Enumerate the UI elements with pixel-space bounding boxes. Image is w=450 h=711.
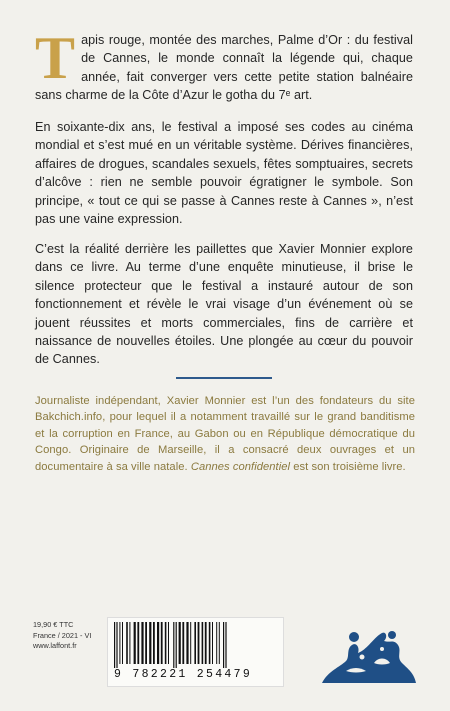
price-info	[33, 620, 105, 660]
author-bio-text: Journaliste indépendant, Xavier Monnier est l’un des fondateurs du site Bakchich.info, pour lequel il a notamment travaillé sur le grand banditisme et la corruption en France, au Gabon ou en République démocratique du Congo. Originaire de Marseille, il a consacré deux ouvrages et un documentaire à sa ville natale.	[35, 395, 415, 473]
drop-cap: T	[35, 25, 76, 91]
barcode-bars	[112, 622, 278, 668]
system-paragraph: En soixante-dix ans, le festival a imposé ses codes au cinéma mondial et s’est mué en un véritable système. Dérives financières, affaires de drogues, scandales sexuels, fêtes somptuaires, secrets d’alcôve : rien ne semble pouvoir égratigner le symbole. Son principe, « tout ce qui se passe à Cannes reste à Cannes », n’est pas une vaine expression.	[35, 120, 413, 227]
edition-code: France / 2021 - VI	[33, 630, 92, 640]
author-bio	[35, 393, 415, 475]
publisher-website: www.laffont.fr	[33, 641, 77, 650]
book-title: Cannes confidentiel	[190, 460, 291, 473]
section-divider	[176, 377, 272, 379]
author-bio-ending: est son troisième livre.	[290, 460, 406, 473]
intro-paragraph	[35, 25, 413, 105]
investigation-paragraph: C’est la réalité derrière les paillettes que Xavier Monnier explore dans ce livre. Au terme d’une enquête minutieuse, il brise le silence protecteur que le festival a instauré autour de son fonctionnement et révèle le vrai visage d’un événement où se jouent réussites et morts commerciales, fins de carrière et naissance de nouvelles étoiles. Une plongée au cœur du pouvoir de Cannes.	[35, 242, 413, 367]
isbn-digits: 9 782221 254479	[114, 668, 253, 681]
price: 19,90 € TTC	[33, 620, 74, 629]
intro-text: apis rouge, montée des marches, Palme d’Or : du festival de Cannes, le monde connaît la légende qui, chaque année, fait converger vers cette petite station balnéaire sans charme de la Côte d’Azur le gotha du 7ᵉ art.	[35, 33, 413, 103]
barcode	[107, 617, 284, 687]
publisher-logo-icon	[316, 627, 420, 685]
